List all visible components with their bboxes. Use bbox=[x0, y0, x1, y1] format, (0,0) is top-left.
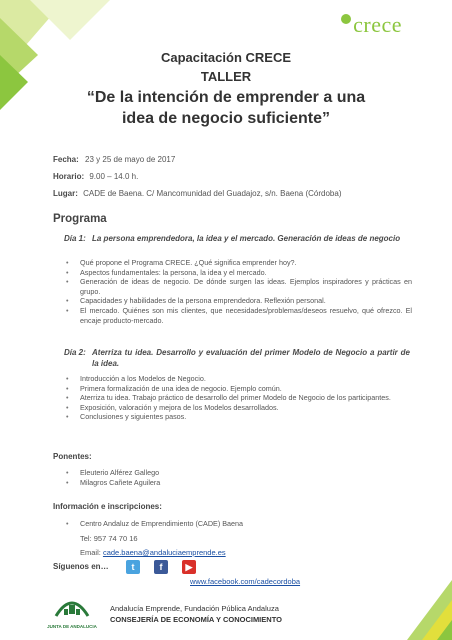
list-item: • Conclusiones y siguientes pasos. bbox=[66, 412, 412, 422]
day1-title: La persona emprendedora, la idea y el mercado. Generación de ideas de negocio bbox=[92, 234, 401, 243]
lugar-row bbox=[53, 189, 342, 198]
lugar-value: CADE de Baena. C/ Mancomunidad del Guadajoz, s/n. Baena (Córdoba) bbox=[83, 189, 342, 198]
info-list bbox=[66, 519, 412, 529]
list-item: • Capacidades y habilidades de la persona emprendedora. Reflexión personal. bbox=[66, 296, 412, 306]
list-item: • Aterriza tu idea. Trabajo práctico de desarrollo del primer Modelo de Negocio de los participantes. bbox=[66, 393, 412, 403]
day1-label: Día 1: bbox=[64, 234, 86, 243]
programa-heading: Programa bbox=[53, 213, 107, 225]
decorative-triangles-bottom bbox=[392, 580, 452, 640]
social-icons bbox=[126, 560, 196, 574]
footer-line2: CONSEJERÍA DE ECONOMÍA Y CONOCIMIENTO bbox=[110, 615, 282, 624]
twitter-icon[interactable]: t bbox=[126, 560, 140, 574]
day1-heading bbox=[64, 233, 410, 244]
list-item: • Introducción a los Modelos de Negocio. bbox=[66, 374, 412, 384]
email-label: Email: bbox=[80, 548, 101, 557]
day2-title: Aterriza tu idea. Desarrollo y evaluación del primer Modelo de Negocio a partir de la idea. bbox=[92, 348, 410, 368]
list-item: • Generación de ideas de negocio. De dónde surgen las ideas. Ejemplos inspiradores y prácticas en grupo. bbox=[66, 277, 412, 296]
quote-line-2: idea de negocio suficiente” bbox=[121, 110, 331, 127]
siguenos-label: Síguenos en… bbox=[53, 562, 109, 571]
list-item: • El mercado. Quiénes son mis clientes, que necesidades/problemas/deseos resuelvo, qué ofrezco. El encaje producto-mercado. bbox=[66, 306, 412, 325]
junta-emblem-icon bbox=[52, 596, 92, 618]
horario-label: Horario: bbox=[53, 172, 85, 181]
day2-label: Día 2: bbox=[64, 348, 86, 357]
facebook-link[interactable]: www.facebook.com/cadecordoba bbox=[190, 577, 301, 586]
youtube-icon[interactable]: ▶ bbox=[182, 560, 196, 574]
title-taller: TALLER bbox=[200, 69, 252, 84]
footer-line1: Andalucía Emprende, Fundación Pública Andaluza bbox=[110, 604, 279, 613]
junta-andalucia-logo bbox=[42, 596, 102, 629]
list-item: • Aspectos fundamentales: la persona, la idea y el mercado. bbox=[66, 268, 412, 278]
footer bbox=[110, 604, 282, 624]
ponentes-heading: Ponentes: bbox=[53, 452, 92, 461]
quote-line-1: “De la intención de emprender a una bbox=[86, 89, 366, 106]
list-item: • Eleuterio Alférez Gallego bbox=[66, 468, 412, 478]
logo-dot-icon bbox=[341, 14, 351, 24]
day1-list bbox=[66, 258, 412, 325]
title-capacitacion: Capacitación CRECE bbox=[160, 50, 292, 65]
day2-heading bbox=[64, 347, 410, 369]
list-item: • Primera formalización de una idea de negocio. Ejemplo común. bbox=[66, 384, 412, 394]
junta-text: JUNTA DE ANDALUCIA bbox=[47, 624, 97, 629]
fecha-value: 23 y 25 de mayo de 2017 bbox=[85, 155, 176, 164]
fecha-label: Fecha: bbox=[53, 155, 79, 164]
lugar-label: Lugar: bbox=[53, 189, 78, 198]
list-item: • Qué propone el Programa CRECE. ¿Qué significa emprender hoy?. bbox=[66, 258, 412, 268]
facebook-icon[interactable]: f bbox=[154, 560, 168, 574]
horario-row bbox=[53, 172, 138, 181]
day2-list bbox=[66, 374, 412, 422]
info-tel: Tel: 957 74 70 16 bbox=[80, 534, 138, 543]
crece-logo bbox=[341, 12, 402, 38]
info-email-row bbox=[80, 548, 226, 557]
ponentes-list bbox=[66, 468, 412, 487]
list-item: • Milagros Cañete Aguilera bbox=[66, 478, 412, 488]
fecha-row bbox=[53, 155, 175, 164]
list-item: • Centro Andaluz de Emprendimiento (CADE) Baena bbox=[66, 519, 412, 529]
email-link[interactable]: cade.baena@andaluciaemprende.es bbox=[102, 548, 226, 557]
horario-value: 9.00 – 14.0 h. bbox=[89, 172, 139, 181]
logo-text: crece bbox=[353, 12, 402, 37]
info-heading: Información e inscripciones: bbox=[53, 502, 162, 511]
list-item: • Exposición, valoración y mejora de los Modelos desarrollados. bbox=[66, 403, 412, 413]
